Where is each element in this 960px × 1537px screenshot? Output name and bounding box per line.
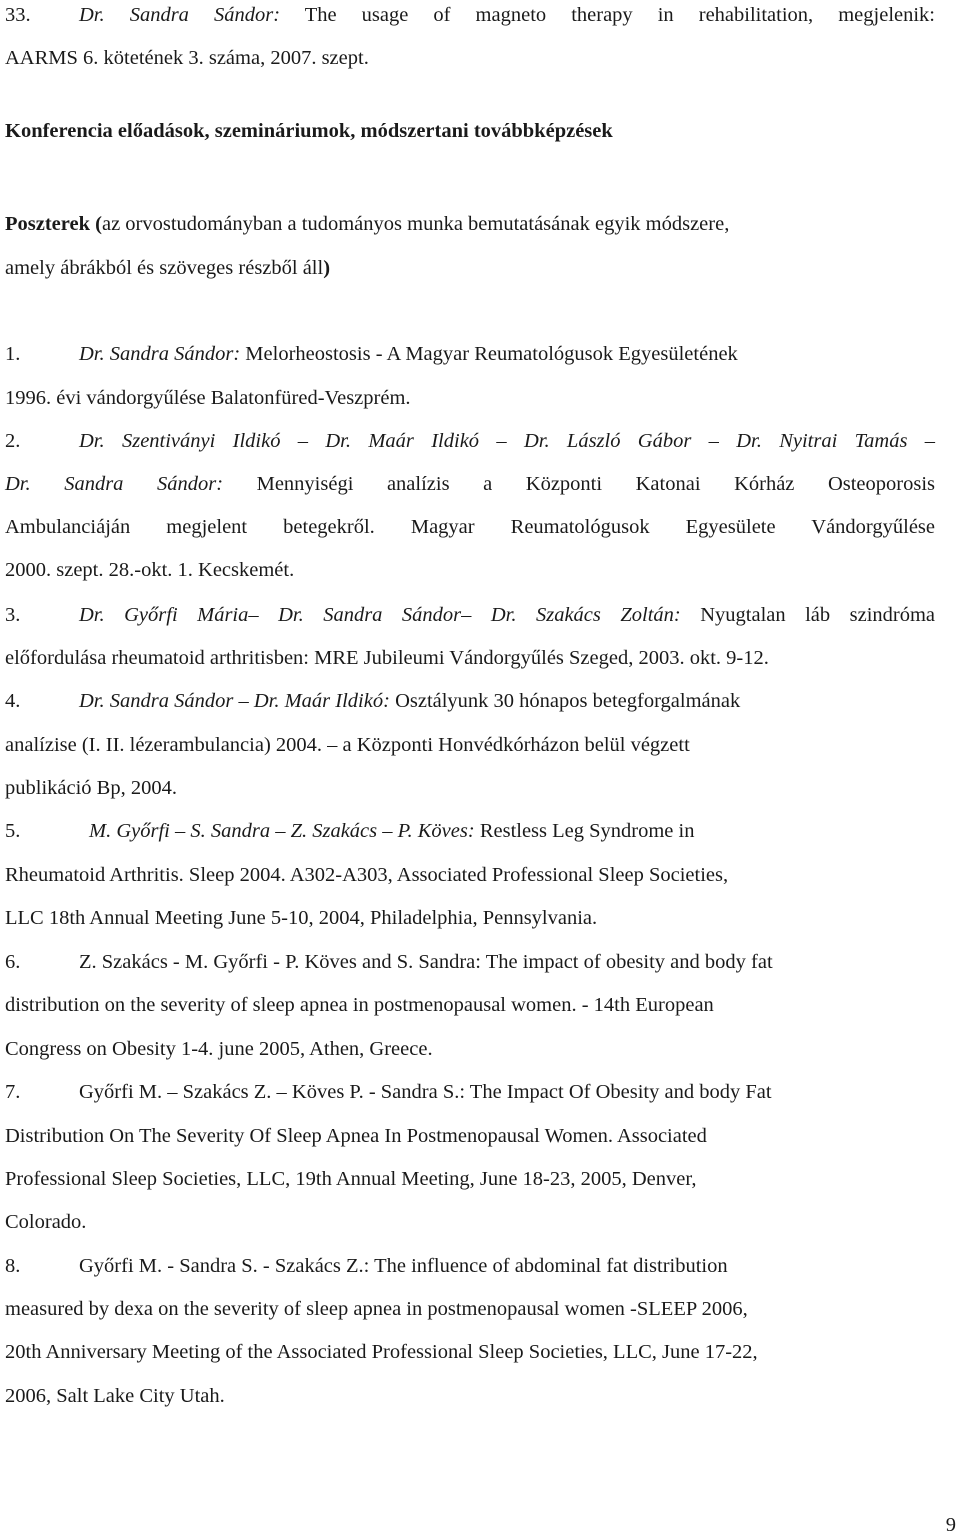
poster-5-authors: M. Győrfi – S. Sandra – Z. Szakács – P. Köves: (89, 820, 475, 842)
poster-item-1-line-2: 1996. évi vándorgyűlése Balatonfüred-Veszprém. (5, 387, 411, 409)
entry-33-line-1 (5, 2, 935, 28)
section-heading-posters: Poszterek (az orvostudományban a tudományos munka bemutatásának egyik módszere, (5, 213, 730, 235)
poster-item-2-line-3: Ambulanciáján megjelent betegekről. Magyar Reumatológusok Egyesülete Vándorgyűlése (5, 516, 935, 538)
poster-item-8-line-4: 2006, Salt Lake City Utah. (5, 1385, 225, 1407)
poster-item-7: 7. Győrfi M. – Szakács Z. – Köves P. - Sandra S.: The Impact Of Obesity and body Fat (5, 1081, 772, 1103)
posters-description-line-2: amely ábrákból és szöveges részből áll) (5, 257, 331, 279)
poster-item-3: 3. Dr. Győrfi Mária– Dr. Sandra Sándor– Dr. Szakács Zoltán: Nyugtalan láb szindróma (5, 604, 936, 626)
poster-item-4-line-2: analízise (I. II. lézerambulancia) 2004. – a Központi Honvédkórházon belül végzett (5, 734, 690, 756)
entry-33-author: Dr. Sandra Sándor: (79, 4, 281, 26)
section-heading-conferences: Konferencia előadások, szemináriumok, módszertani továbbképzések (5, 120, 613, 142)
posters-title: Poszterek (5, 213, 91, 235)
poster-1-authors: Dr. Sandra Sándor: (79, 343, 241, 365)
poster-item-1: 1. Dr. Sandra Sándor: Melorheostosis - A Magyar Reumatológusok Egyesületének (5, 343, 738, 365)
poster-item-4-line-3: publikáció Bp, 2004. (5, 777, 177, 799)
poster-item-4: 4. Dr. Sandra Sándor – Dr. Maár Ildikó: Osztályunk 30 hónapos betegforgalmának (5, 690, 741, 712)
poster-item-6-line-2: distribution on the severity of sleep apnea in postmenopausal women. - 14th European (5, 994, 714, 1016)
poster-2-authors-cont: Dr. Sandra Sándor: (5, 473, 224, 495)
poster-item-2: 2. Dr. Szentiványi Ildikó – Dr. Maár Ildikó – Dr. László Gábor – Dr. Nyitrai Tamás – (5, 430, 935, 452)
posters-description-2: amely ábrákból és szöveges részből áll (5, 257, 324, 279)
poster-item-6-line-3: Congress on Obesity 1-4. june 2005, Athen, Greece. (5, 1038, 433, 1060)
poster-2-authors: Dr. Szentiványi Ildikó – Dr. Maár Ildikó – Dr. László Gábor – Dr. Nyitrai Tamás – (79, 430, 935, 452)
poster-item-8-line-2: measured by dexa on the severity of sleep apnea in postmenopausal women -SLEEP 2006, (5, 1298, 748, 1320)
poster-item-5-line-3: LLC 18th Annual Meeting June 5-10, 2004, Philadelphia, Pennsylvania. (5, 907, 598, 929)
entry-33-line-2: AARMS 6. kötetének 3. száma, 2007. szept. (5, 47, 369, 69)
poster-item-8-line-3: 20th Anniversary Meeting of the Associated Professional Sleep Societies, LLC, June 17-22, (5, 1341, 758, 1363)
poster-4-authors: Dr. Sandra Sándor – Dr. Maár Ildikó: (79, 690, 390, 712)
posters-description-1: az orvostudományban a tudományos munka bemutatásának egyik módszere, (101, 213, 730, 235)
entry-33-title: The usage of magneto therapy in rehabilitation, megjelenik: (304, 4, 936, 26)
poster-item-5-line-2: Rheumatoid Arthritis. Sleep 2004. A302-A303, Associated Professional Sleep Societies, (5, 864, 729, 886)
poster-item-7-line-2: Distribution On The Severity Of Sleep Apnea In Postmenopausal Women. Associated (5, 1125, 707, 1147)
poster-3-authors: Dr. Győrfi Mária– Dr. Sandra Sándor– Dr. Szakács Zoltán: (79, 604, 681, 626)
poster-item-2-line-4: 2000. szept. 28.-okt. 1. Kecskemét. (5, 559, 295, 581)
poster-item-8: 8. Győrfi M. - Sandra S. - Szakács Z.: The influence of abdominal fat distribution (5, 1255, 728, 1277)
entry-33-number: 33. (5, 4, 31, 26)
poster-item-3-line-2: előfordulása rheumatoid arthritisben: MRE Jubileumi Vándorgyűlés Szeged, 2003. okt. 9-12. (5, 647, 769, 669)
poster-item-7-line-3: Professional Sleep Societies, LLC, 19th Annual Meeting, June 18-23, 2005, Denver, (5, 1168, 697, 1190)
poster-item-5: 5. M. Győrfi – S. Sandra – Z. Szakács – P. Köves: Restless Leg Syndrome in (5, 820, 695, 842)
poster-item-7-line-4: Colorado. (5, 1211, 87, 1233)
poster-item-2-line-2: Dr. Sandra Sándor: Mennyiségi analízis a Központi Katonai Kórház Osteoporosis (5, 473, 936, 495)
page-number: 9 (945, 1514, 956, 1536)
poster-item-6: 6. Z. Szakács - M. Győrfi - P. Köves and S. Sandra: The impact of obesity and body fat (5, 951, 773, 973)
